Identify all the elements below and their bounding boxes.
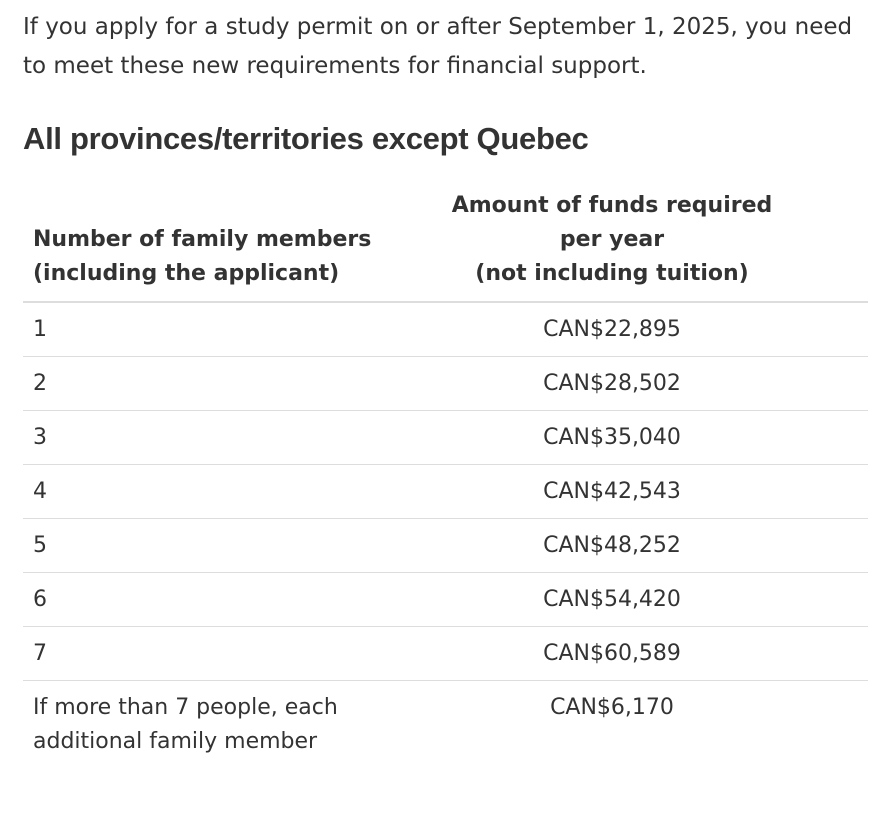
family-members-cell: 1	[23, 302, 356, 357]
table-row	[23, 681, 868, 769]
family-members-cell: 2	[23, 357, 356, 411]
funds-required-cell: CAN$22,895	[356, 302, 868, 357]
table-row	[23, 357, 868, 411]
table-row	[23, 302, 868, 357]
header-funds-required-line1: Amount of funds required	[451, 193, 773, 218]
intro-paragraph: If you apply for a study permit on or after September 1, 2025, you need to meet these new requirements for financial support.	[23, 14, 853, 79]
family-members-cell: 4	[23, 465, 356, 519]
funds-required-cell: CAN$28,502	[356, 357, 868, 411]
header-family-members-line2: (including the applicant)	[33, 261, 340, 286]
funds-required-cell: CAN$42,543	[356, 465, 868, 519]
funds-required-cell: CAN$35,040	[356, 411, 868, 465]
header-family-members-line1: Number of family members	[33, 227, 372, 252]
funds-required-cell: CAN$54,420	[356, 573, 868, 627]
header-funds-required	[356, 189, 868, 302]
table-header-row	[23, 189, 868, 302]
family-members-cell: 7	[23, 627, 356, 681]
family-members-cell: 5	[23, 519, 356, 573]
table-row	[23, 465, 868, 519]
table-row	[23, 519, 868, 573]
funds-required-cell: CAN$60,589	[356, 627, 868, 681]
page-content	[23, 8, 868, 768]
table-row	[23, 627, 868, 681]
table-row	[23, 411, 868, 465]
header-funds-required-line2: per year	[559, 227, 665, 252]
funds-required-cell: CAN$48,252	[356, 519, 868, 573]
header-family-members	[23, 189, 372, 302]
funds-required-cell: CAN$6,170	[550, 695, 674, 720]
family-members-cell: 3	[23, 411, 356, 465]
family-members-cell: 6	[23, 573, 356, 627]
table-row	[23, 573, 868, 627]
section-heading: All provinces/territories except Quebec	[23, 121, 589, 156]
header-funds-required-line3: (not including tuition)	[475, 261, 749, 286]
family-members-cell: If more than 7 people, each additional family member	[33, 695, 338, 754]
funds-table	[23, 189, 868, 768]
